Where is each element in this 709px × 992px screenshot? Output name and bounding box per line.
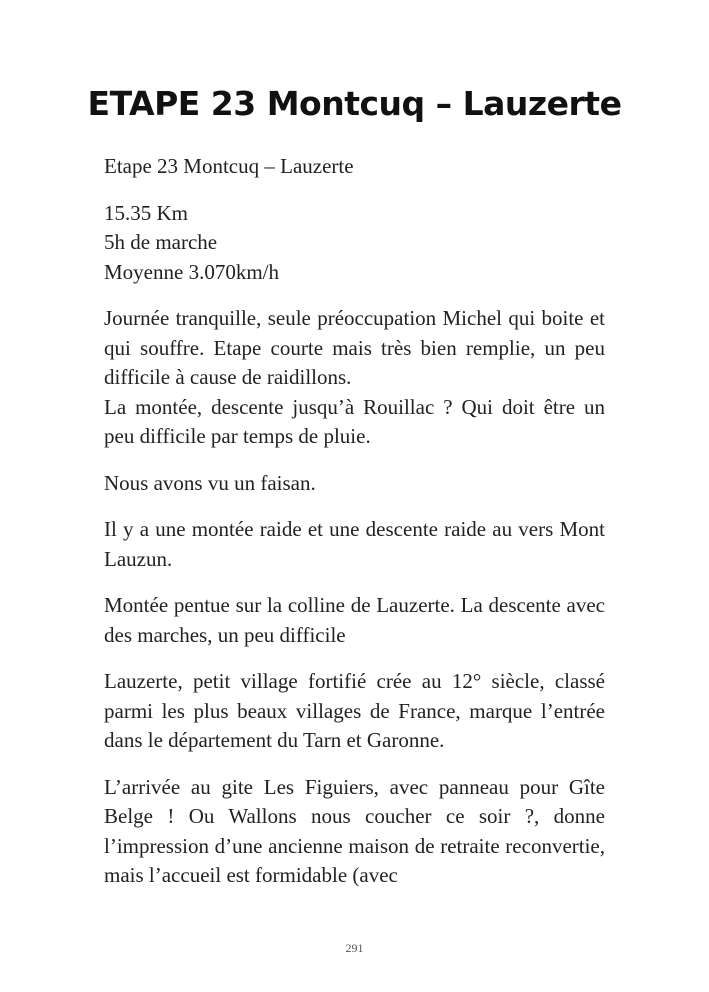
body-paragraph: Il y a une montée raide et une descente raide au vers Mont Lauzun. xyxy=(104,517,605,571)
stats-paragraph xyxy=(104,199,605,288)
body-paragraph: Lauzerte, petit village fortifié crée au 12° siècle, classé parmi les plus beaux villages de France, marque l’entrée dans le département du Tarn et Garonne. xyxy=(104,669,605,752)
body-paragraph: L’arrivée au gite Les Figuiers, avec panneau pour Gîte Belge ! Ou Wallons nous coucher ce soir ?, donne l’impression d’une ancienne maison de retraite reconvertie, mais l’accueil est formidable (avec xyxy=(104,774,605,887)
body-paragraph xyxy=(104,304,605,452)
body-paragraph: Montée pentue sur la colline de Lauzerte. La descente avec des marches, un peu difficile xyxy=(104,593,605,647)
page-title: ETAPE 23 Montcuq – Lauzerte xyxy=(87,84,622,123)
page-number: 291 xyxy=(345,941,364,955)
body-paragraph: Nous avons vu un faisan. xyxy=(104,470,316,495)
average-speed-text: Moyenne 3.070km/h xyxy=(104,259,279,284)
subtitle-paragraph: Etape 23 Montcuq – Lauzerte xyxy=(104,154,354,178)
duration-text: 5h de marche xyxy=(104,230,218,254)
document-body xyxy=(104,152,605,908)
paragraph-text: La montée, descente jusqu’à Rouillac ? Qui doit être un peu difficile par temps de pluie. xyxy=(104,394,605,448)
distance-text: 15.35 Km xyxy=(104,200,188,225)
paragraph-text: Journée tranquille, seule préoccupation Michel qui boite et qui souffre. Etape courte mais très bien remplie, un peu difficile à cause de raidillons. xyxy=(104,306,605,389)
